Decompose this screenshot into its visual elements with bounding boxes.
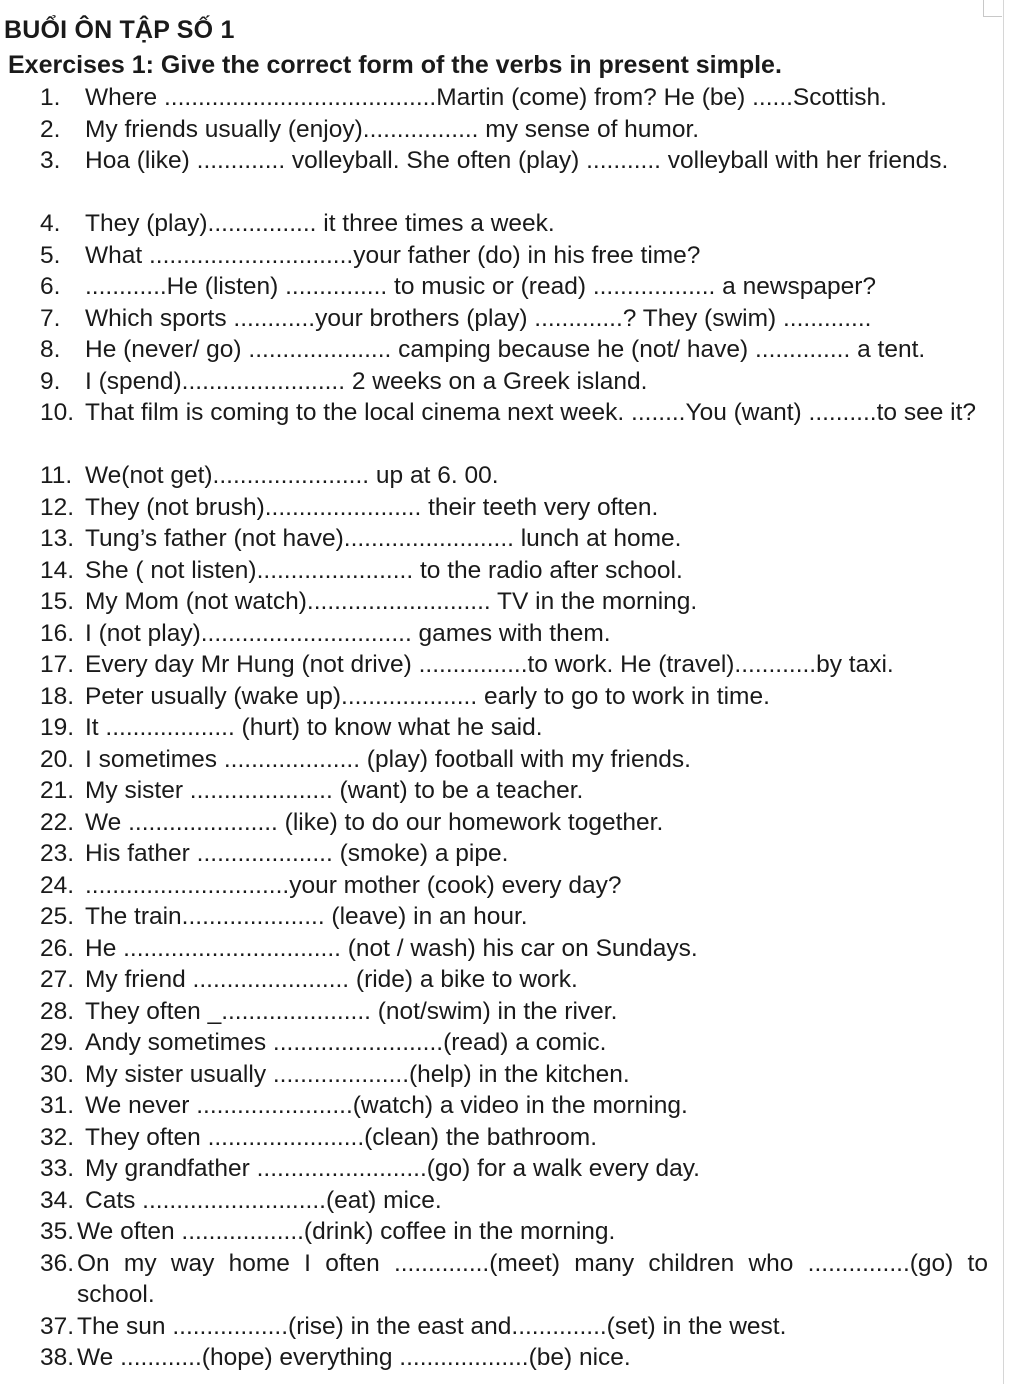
exercise-text: We often ..................(drink) coffee in the morning. — [77, 1218, 616, 1245]
page-edge-line — [1003, 0, 1004, 1384]
exercise-text: My sister ..................... (want) to be a teacher. — [85, 777, 584, 804]
exercise-number: 30. — [40, 1060, 75, 1088]
exercise-number: 35. — [40, 1218, 75, 1245]
exercise-number: 31. — [40, 1092, 75, 1119]
exercise-text: They (not brush)....................... their teeth very often. — [85, 493, 659, 521]
page-corner-mark — [983, 0, 1002, 17]
exercise-number: 1. — [40, 84, 61, 111]
exercise-number: 16. — [40, 619, 75, 647]
exercise-text: Which sports ............your brothers (play) .............? They (swim) ............. — [85, 304, 872, 332]
exercise-number: 33. — [40, 1155, 75, 1182]
exercise-text: ............He (listen) ............... to music or (read) .................. a newspaper? — [85, 273, 877, 300]
exercise-text: He (never/ go) ..................... camping because he (not/ have) .............. a tent. — [85, 336, 926, 363]
exercise-text: Andy sometimes .........................(read) a comic. — [85, 1029, 607, 1056]
exercise-number: 24. — [40, 871, 75, 899]
exercise-text: I sometimes .................... (play) football with my friends. — [85, 745, 691, 773]
exercise-text: It ................... (hurt) to know what he said. — [85, 714, 543, 741]
exercise-number: 32. — [40, 1123, 75, 1151]
exercise-number: 17. — [40, 651, 75, 678]
exercise-text: I (spend)........................ 2 weeks on a Greek island. — [85, 367, 648, 395]
exercise-number: 7. — [40, 304, 61, 332]
exercise-number: 34. — [40, 1186, 75, 1214]
exercise-number: 13. — [40, 525, 75, 552]
exercise-text: My sister usually ....................(help) in the kitchen. — [85, 1060, 630, 1088]
worksheet-title: BUỔI ÔN TẬP SỐ 1 — [4, 16, 235, 44]
exercise-text: My friend ....................... (ride) a bike to work. — [85, 966, 578, 993]
exercise-text: They often _...................... (not/swim) in the river. — [85, 997, 618, 1025]
exercise-number: 14. — [40, 556, 75, 584]
exercise-text: That film is coming to the local cinema next week. ........You (want) ..........to see it? — [85, 399, 977, 426]
exercise-number: 20. — [40, 745, 75, 773]
exercise-text: The sun .................(rise) in the east and..............(set) in the west. — [77, 1312, 787, 1340]
exercise-number: 10. — [40, 399, 75, 426]
exercise-number: 5. — [40, 241, 61, 269]
exercise-number: 36. — [40, 1249, 75, 1277]
exercise-text: My friends usually (enjoy)................. my sense of humor. — [85, 115, 700, 143]
exercise-number: 27. — [40, 966, 75, 993]
exercise-text: Where ........................................Martin (come) from? He (be) ......Scottish. — [85, 84, 887, 111]
exercise-number: 8. — [40, 336, 61, 363]
exercise-number: 29. — [40, 1029, 75, 1056]
exercise-number: 2. — [40, 115, 61, 143]
exercise-number: 15. — [40, 588, 75, 615]
exercise-number: 4. — [40, 210, 61, 237]
exercise-text: On my way home I often ..............(meet) many children who ...............(go) to school. — [77, 1249, 988, 1308]
exercise-number: 19. — [40, 714, 75, 741]
exercise-number: 38. — [40, 1344, 75, 1371]
exercise-text: ..............................your mother (cook) every day? — [85, 871, 622, 899]
exercise-heading: Exercises 1: Give the correct form of the verbs in present simple. — [8, 51, 782, 79]
exercise-text: He ................................ (not / wash) his car on Sundays. — [85, 934, 698, 962]
exercise-number: 28. — [40, 997, 75, 1025]
exercise-text: She ( not listen)....................... to the radio after school. — [85, 556, 683, 584]
exercise-number: 18. — [40, 682, 75, 710]
exercise-text: We never .......................(watch) a video in the morning. — [85, 1092, 688, 1119]
exercise-text: We(not get)....................... up at 6. 00. — [85, 462, 499, 489]
exercise-text: My Mom (not watch)........................... TV in the morning. — [85, 588, 698, 615]
exercise-text: Peter usually (wake up).................... early to go to work in time. — [85, 682, 770, 710]
exercise-text: We ...................... (like) to do our homework together. — [85, 808, 664, 836]
exercise-text: We ............(hope) everything ...................(be) nice. — [77, 1344, 631, 1371]
exercise-number: 22. — [40, 808, 75, 836]
exercise-number: 12. — [40, 493, 75, 521]
exercise-number: 26. — [40, 934, 75, 962]
exercise-number: 3. — [40, 147, 61, 174]
exercise-text: Cats ...........................(eat) mice. — [85, 1186, 442, 1214]
exercise-number: 37. — [40, 1312, 75, 1340]
exercise-text: His father .................... (smoke) a pipe. — [85, 840, 509, 867]
exercise-number: 6. — [40, 273, 61, 300]
exercise-number: 9. — [40, 367, 61, 395]
exercise-text: The train..................... (leave) in an hour. — [85, 903, 528, 930]
exercise-text: What ..............................your father (do) in his free time? — [85, 241, 701, 269]
exercise-number: 23. — [40, 840, 75, 867]
exercise-text: My grandfather .........................(go) for a walk every day. — [85, 1155, 700, 1182]
exercise-text: Hoa (like) ............. volleyball. She often (play) ........... volleyball with her friends. — [85, 147, 949, 174]
exercise-text: They (play)................ it three times a week. — [85, 210, 555, 237]
exercise-text: I (not play)............................... games with them. — [85, 619, 611, 647]
exercise-number: 11. — [40, 462, 73, 489]
exercise-number: 25. — [40, 903, 75, 930]
exercise-text: They often .......................(clean) the bathroom. — [85, 1123, 597, 1151]
exercise-number: 21. — [40, 777, 75, 804]
exercise-text: Tung’s father (not have)......................... lunch at home. — [85, 525, 682, 552]
exercise-text: Every day Mr Hung (not drive) ................to work. He (travel)............by taxi. — [85, 651, 894, 678]
